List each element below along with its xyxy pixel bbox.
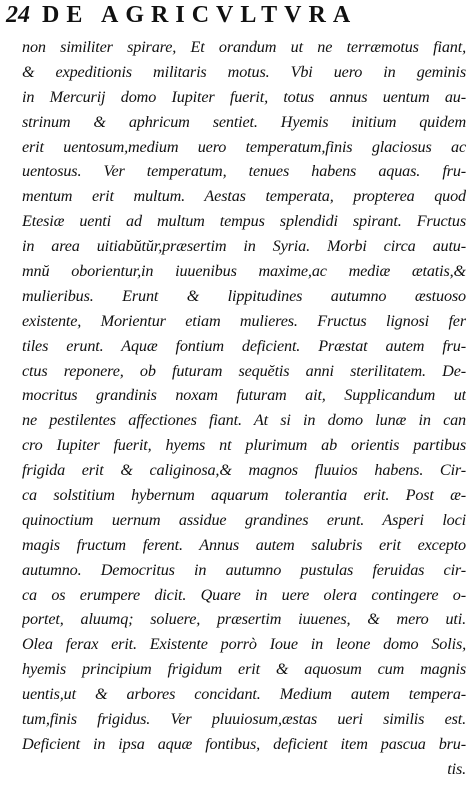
text-line: & expeditionis militaris motus. Vbi uero in geminis (22, 62, 466, 81)
text-line: mentum erit multum. Aestas temperata, propterea quod (22, 187, 466, 206)
text-line: mulieribus. Erunt & lippitudines autumno æstuoso (22, 286, 466, 305)
text-line: portet, aluumq; soluere, præsertim iuuenes, & mero uti. (22, 610, 466, 629)
text-line: tiles erunt. Aquæ fontium deficient. Præstat autem fru- (22, 336, 466, 355)
text-line: hyemis principium frigidum erit & aquosum cum magnis (22, 660, 466, 679)
text-line: autumno. Democritus in autumno pustulas feruidas cir- (22, 560, 466, 579)
text-line: magis fructum ferent. Annus autem salubris erit excepto (22, 535, 466, 554)
text-line: in Mercurij domo Iupiter fuerit, totus annus uentum au- (22, 87, 466, 106)
text-line: tum,finis frigidus. Ver pluuiosum,æstas ueri similis est. (22, 710, 466, 729)
text-line: frigida erit & caliginosa,& magnos fluuios habens. Cir- (22, 461, 466, 480)
text-line: mnŭ oborientur,in iuuenibus maxime,ac mediæ ætatis,& (22, 262, 466, 281)
text-line: ca solstitium hybernum aquarum tolerantia erit. Post æ- (22, 486, 466, 505)
text-line: Olea ferax erit. Existente porrò Ioue in leone domo Solis, (22, 635, 466, 654)
text-line: uentis,ut & arbores concidant. Medium autem tempera- (22, 685, 466, 704)
text-line: Deficient in ipsa aquæ fontibus, deficient item pascua bru- (22, 734, 466, 753)
text-line: existente, Morientur etiam mulieres. Fructus lignosi fer (22, 311, 466, 330)
text-line: uentosus. Ver temperatum, tenues habens aquas. fru- (22, 162, 466, 181)
running-head (6, 2, 466, 36)
catchword: tis. (447, 759, 466, 778)
text-line: ctus reponere, ob futuram sequĕtis anni sterilitatem. De- (22, 361, 466, 380)
text-line: non similiter spirare, Et orandum ut ne terræmotus fiant, (22, 38, 466, 56)
text-line: erit uentosum,medium uero temperatum,finis glaciosus ac (22, 137, 466, 156)
text-line: Etesiæ uenti ad multum tempus splendidi spirant. Fructus (22, 212, 466, 231)
text-line: quinoctium uernum assidue grandines erunt. Asperi loci (22, 510, 466, 529)
text-line: strinum & aphricum sentiet. Hyemis initium quidem (22, 112, 466, 131)
text-line: ca os erumpere dicit. Quare in uere olera contingere o- (22, 585, 466, 604)
text-line: mocritus grandinis noxam futuram ait, Supplicandum ut (22, 386, 466, 405)
body-text (22, 35, 466, 782)
page-number: 24 (6, 2, 30, 28)
running-title: DE AGRICVLTVRA (42, 2, 358, 28)
text-line: in area uitiabŭtŭr,præsertim in Syria. Morbi circa autu- (22, 237, 466, 256)
text-line: ne pestilentes affectiones fiant. At si in domo lunæ in can (22, 411, 466, 430)
text-line: cro Iupiter fuerit, hyems nt plurimum ab orientis partibus (22, 436, 466, 455)
